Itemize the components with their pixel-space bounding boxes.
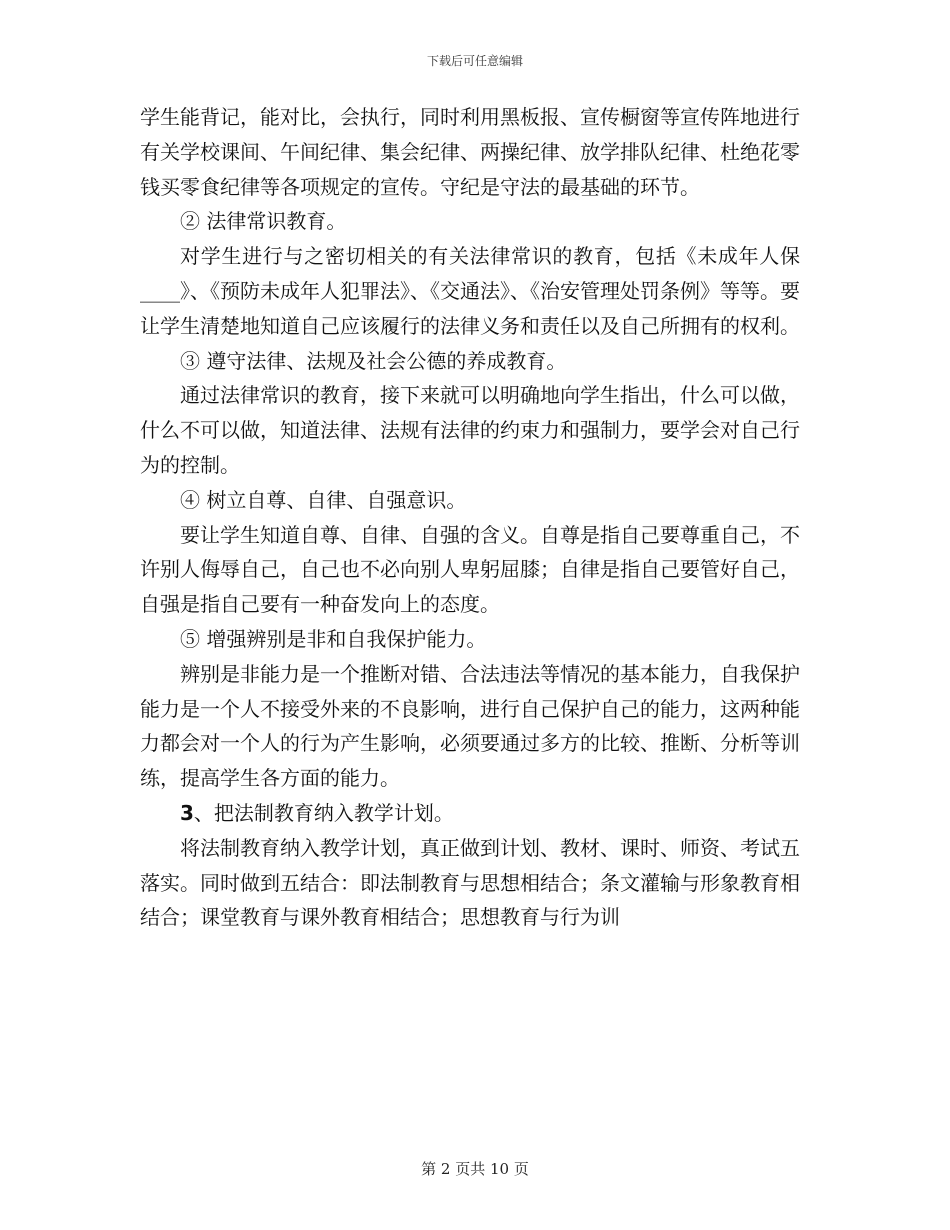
- paragraph-legal-knowledge: 对学生进行与之密切相关的有关法律常识的教育，包括《未成年人保____》、《预防未成年人犯罪法》、《交通法》、《治安管理处罚条例》等等。要让学生清楚地知道自己应该履行的法律义务和责任以及自己所拥有的权利。: [140, 244, 800, 338]
- subheading-habit-education: ③ 遵守法律、法规及社会公德的养成教育。: [180, 348, 567, 373]
- section-heading-3: [140, 796, 800, 831]
- subheading-legal-knowledge: ② 法律常识教育。: [180, 209, 347, 234]
- page-header: 下载后可任意编辑: [426, 54, 523, 68]
- section-title: 、把法制教育纳入教学计划。: [193, 800, 454, 825]
- paragraph-habit-education: 通过法律常识的教育，接下来就可以明确地向学生指出，什么可以做，什么不可以做，知道法律、法规有法律的约束力和强制力，要学会对自己行为的控制。: [140, 383, 800, 477]
- subheading-self-respect: ④ 树立自尊、自律、自强意识。: [180, 487, 467, 512]
- paragraph-continuation: 学生能背记，能对比，会执行，同时利用黑板报、宣传橱窗等宣传阵地进行有关学校课间、午间纪律、集会纪律、两操纪律、放学排队纪律、杜绝花零钱买零食纪律等各项规定的宣传。守纪是守法的最基础的环节。: [140, 105, 800, 199]
- section-number: 3: [180, 800, 194, 825]
- paragraph-self-respect: 要让学生知道自尊、自律、自强的含义。自尊是指自己要尊重自己，不许别人侮辱自己，自己也不必向别人卑躬屈膝；自律是指自己要管好自己，自强是指自己要有一种奋发向上的态度。: [140, 522, 800, 617]
- page-footer: 第 2 页共 10 页: [421, 1160, 529, 1178]
- subheading-self-protection: ⑤ 增强辨别是非和自我保护能力。: [180, 626, 487, 651]
- paragraph-self-protection: 辨别是非能力是一个推断对错、合法违法等情况的基本能力，自我保护能力是一个人不接受外来的不良影响，进行自己保护自己的能力，这两种能力都会对一个人的行为产生影响，必须要通过多方的比较、推断、分析等训练，提高学生各方面的能力。: [140, 661, 800, 791]
- paragraph-teaching-plan: 将法制教育纳入教学计划，真正做到计划、教材、课时、师资、考试五落实。同时做到五结合：即法制教育与思想相结合；条文灌输与形象教育相结合；课堂教育与课外教育相结合；思想教育与行为训: [140, 835, 800, 930]
- document-body: [140, 100, 800, 935]
